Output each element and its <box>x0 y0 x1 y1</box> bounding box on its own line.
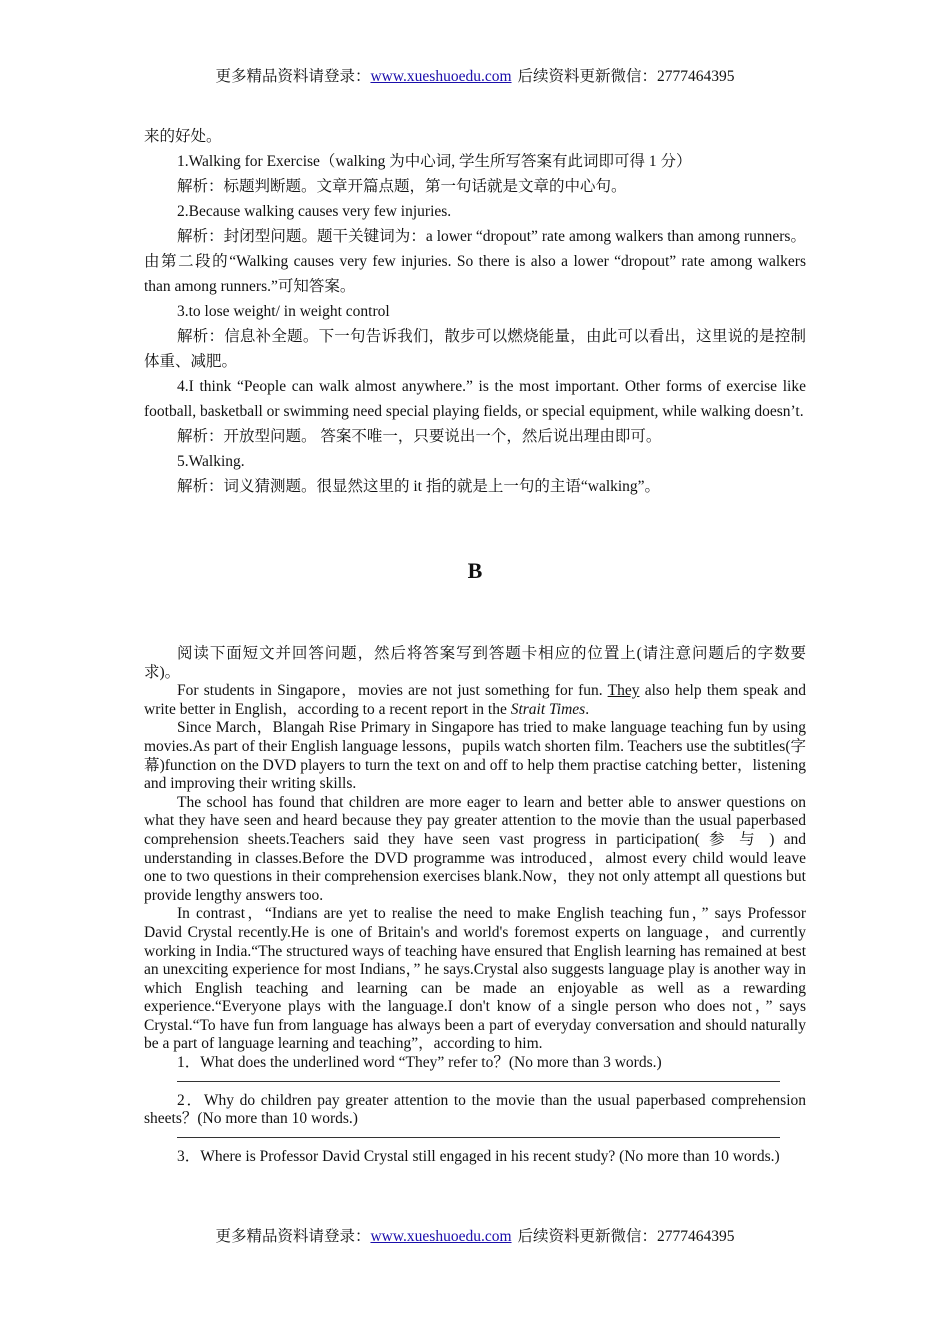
paragraph-1 <box>144 682 806 719</box>
answer-5: 5.Walking. <box>177 453 245 470</box>
paragraph-3: The school has found that children are more eager to learn and better able to answer questions on what they have seen and heard because they pay greater attention to the movie than the usual paperbased comprehension sheets.Teachers said they have seen vast progress in participation( 参 与 ) and understanding in classes.Before the DVD programme was introduced，almost every child would leave one to two questions in their comprehension exercises blank.Now，they not only attempt all questions but provide lengthy answers too. <box>144 793 806 904</box>
question-3: 3．Where is Professor David Crystal still engaged in his recent study? (No more than 10 words.) <box>177 1147 780 1165</box>
footer-suffix: 后续资料更新微信：2777464395 <box>517 1228 735 1245</box>
explanation-4: 解析：开放型问题。 答案不唯一，只要说出一个，然后说出理由即可。 <box>177 428 662 445</box>
section-title: B <box>467 558 483 583</box>
instruction: 阅读下面短文并回答问题，然后将答案写到答题卡相应的位置上(请注意问题后的字数要求)。 <box>144 645 806 681</box>
answer-3: 3.to lose weight/ in weight control <box>177 303 390 320</box>
page-footer <box>0 1227 950 1247</box>
p1-end: . <box>585 700 590 718</box>
answer-4: 4.I think “People can walk almost anywhere.” is the most important. Other forms of exercise like football, basketball or swimming need special playing fields, or special equipment, while walking doesn’t. <box>144 378 806 420</box>
answer-2: 2.Because walking causes very few injuries. <box>177 203 452 220</box>
explanation-5: 解析：词义猜测题。很显然这里的 it 指的就是上一句的主语“walking”。 <box>177 478 661 495</box>
answer-key <box>144 124 806 499</box>
answer-continuation: 来的好处。 <box>144 128 222 145</box>
question-1: 1．What does the underlined word “They” refer to？(No more than 3 words.) <box>177 1054 662 1072</box>
header-website-link[interactable]: www.xueshuoedu.com <box>370 68 512 85</box>
header-prefix: 更多精品资料请登录： <box>215 68 371 85</box>
explanation-1: 解析：标题判断题。文章开篇点题，第一句话就是文章的中心句。 <box>177 178 627 195</box>
paragraph-4: In contrast，“Indians are yet to realise the need to make English teaching fun，” says Professor David Crystal recently.He is one of Britain's and world's foremost experts on language，and currently working in India.“The structured ways of teaching have ensured that English learning has remained at best an unexciting experience for most Indians，” he says.Crystal also suggests language play is another way in which English teaching and learning can be made an enjoyable as well as a rewarding experience.“Everyone plays with the language.I don't know of a single person who does not，” says Crystal.“To have fun from language has always been a part of everyday conversation and should naturally be a part of language learning and teaching”，according to him. <box>144 905 806 1053</box>
footer-website-link[interactable]: www.xueshuoedu.com <box>370 1228 512 1245</box>
newspaper-title: Strait Times <box>510 700 586 718</box>
answer-line-2[interactable] <box>177 1129 780 1138</box>
header-suffix: 后续资料更新微信：2777464395 <box>517 68 735 85</box>
p1-middle: also help them speak and write better in English，according to a recent report in the <box>144 682 806 718</box>
answer-line-1[interactable] <box>177 1073 780 1082</box>
reading-passage <box>144 645 806 1166</box>
paragraph-2: Since March，Blangah Rise Primary in Singapore has tried to make language teaching fun by using movies.As part of their English language lessons，pupils watch shorten film. Teachers use the subtitles(字幕)function on the DVD players to turn the text on and off to help them practise catching better，listening and improving their writing skills. <box>144 719 806 793</box>
answer-1: 1.Walking for Exercise（walking 为中心词, 学生所写答案有此词即可得 1 分） <box>177 153 692 170</box>
underlined-word: They <box>607 682 640 700</box>
question-2: 2．Why do children pay greater attention to the movie than the usual paperbased comprehension sheets？(No more than 10 words.) <box>144 1091 806 1128</box>
p1-before: For students in Singapore，movies are not just something for fun. <box>177 682 608 700</box>
page-header <box>0 67 950 87</box>
footer-prefix: 更多精品资料请登录： <box>215 1228 371 1245</box>
explanation-3: 解析：信息补全题。下一句告诉我们，散步可以燃烧能量，由此可以看出，这里说的是控制体重、减肥。 <box>144 328 806 370</box>
explanation-2: 解析：封闭型问题。题干关键词为：a lower “dropout” rate among walkers than among runners。由第二段的“Walking causes very few injuries. So there is also a lower “dropout” rate among walkers than among runners.”可知答案。 <box>144 228 806 295</box>
